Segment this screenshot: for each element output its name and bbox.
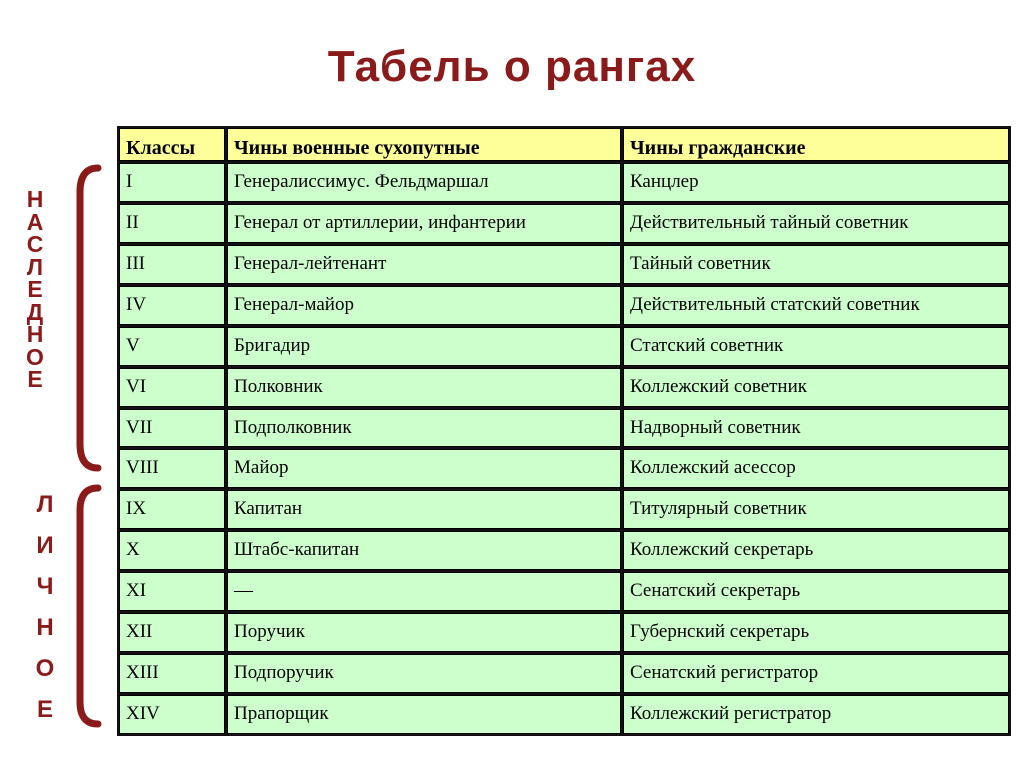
table-row (119, 613, 1009, 652)
cell-class: XII (119, 613, 225, 652)
rank-table (117, 126, 1011, 736)
cell-class: VIII (119, 449, 225, 488)
header-classes: Классы (119, 128, 225, 161)
cell-class: VI (119, 368, 225, 407)
cell-military-rank: Подпоручик (227, 654, 621, 693)
cell-class: II (119, 204, 225, 243)
cell-civil-rank: Губернский секретарь (623, 613, 1009, 652)
table-row (119, 245, 1009, 284)
vertical-letter: Л (26, 253, 44, 280)
hereditary-vertical-label (20, 188, 50, 391)
cell-civil-rank: Коллежский асессор (623, 449, 1009, 488)
cell-civil-rank: Канцлер (623, 163, 1009, 202)
cell-military-rank: Подполковник (227, 409, 621, 448)
vertical-letter: Н (36, 614, 54, 641)
cell-class: X (119, 531, 225, 570)
cell-military-rank: Полковник (227, 368, 621, 407)
vertical-letter: Н (26, 186, 44, 212)
cell-military-rank: Генерал-майор (227, 286, 621, 325)
vertical-letter: Д (26, 298, 44, 325)
cell-civil-rank: Тайный советник (623, 245, 1009, 284)
table-row (119, 163, 1009, 202)
cell-civil-rank: Надворный советник (623, 409, 1009, 448)
cell-civil-rank: Коллежский секретарь (623, 531, 1009, 570)
header-military-ranks: Чины военные сухопутные (227, 128, 621, 161)
cell-military-rank: Бригадир (227, 327, 621, 366)
table-row (119, 449, 1009, 488)
table-row (119, 409, 1009, 448)
table-row (119, 327, 1009, 366)
table-header-row (119, 128, 1009, 161)
cell-class: XIII (119, 654, 225, 693)
cell-civil-rank: Статский советник (623, 327, 1009, 366)
vertical-letter: Н (26, 321, 44, 347)
table-row (119, 695, 1009, 734)
cell-military-rank: Штабс-капитан (227, 531, 621, 570)
page-title: Табель о рангах (327, 42, 697, 91)
table-row (119, 490, 1009, 529)
cell-military-rank: Генерал от артиллерии, инфантерии (227, 204, 621, 243)
cell-civil-rank: Коллежский регистратор (623, 695, 1009, 734)
vertical-letter: А (26, 208, 44, 235)
cell-class: XI (119, 572, 225, 611)
vertical-letter: О (35, 655, 55, 682)
vertical-letter: С (26, 231, 44, 257)
cell-class: IV (119, 286, 225, 325)
table-row (119, 368, 1009, 407)
vertical-letter: Ч (36, 573, 54, 600)
vertical-letter: Е (27, 366, 43, 392)
cell-military-rank: Майор (227, 449, 621, 488)
cell-civil-rank: Коллежский советник (623, 368, 1009, 407)
cell-class: VII (119, 409, 225, 448)
cell-military-rank: Генерал-лейтенант (227, 245, 621, 284)
cell-class: I (119, 163, 225, 202)
table-row (119, 572, 1009, 611)
table-row (119, 654, 1009, 693)
cell-civil-rank: Действительный тайный советник (623, 204, 1009, 243)
table-row (119, 531, 1009, 570)
vertical-letter: О (26, 343, 44, 370)
personal-bracket (72, 484, 102, 728)
hereditary-bracket (72, 164, 102, 472)
cell-military-rank: Поручик (227, 613, 621, 652)
personal-vertical-label (30, 484, 60, 730)
cell-civil-rank: Действительный статский советник (623, 286, 1009, 325)
vertical-letter: Л (36, 491, 54, 518)
table-row (119, 204, 1009, 243)
cell-military-rank: — (227, 572, 621, 611)
table-row (119, 286, 1009, 325)
cell-military-rank: Капитан (227, 490, 621, 529)
cell-military-rank: Генералиссимус. Фельдмаршал (227, 163, 621, 202)
vertical-letter: Е (36, 696, 53, 723)
cell-class: XIV (119, 695, 225, 734)
cell-class: III (119, 245, 225, 284)
vertical-letter: И (36, 532, 54, 559)
cell-class: V (119, 327, 225, 366)
vertical-letter: Е (27, 276, 43, 302)
cell-civil-rank: Титулярный советник (623, 490, 1009, 529)
cell-civil-rank: Сенатский секретарь (623, 572, 1009, 611)
header-civil-ranks: Чины гражданские (623, 128, 1009, 161)
cell-civil-rank: Сенатский регистратор (623, 654, 1009, 693)
cell-military-rank: Прапорщик (227, 695, 621, 734)
cell-class: IX (119, 490, 225, 529)
